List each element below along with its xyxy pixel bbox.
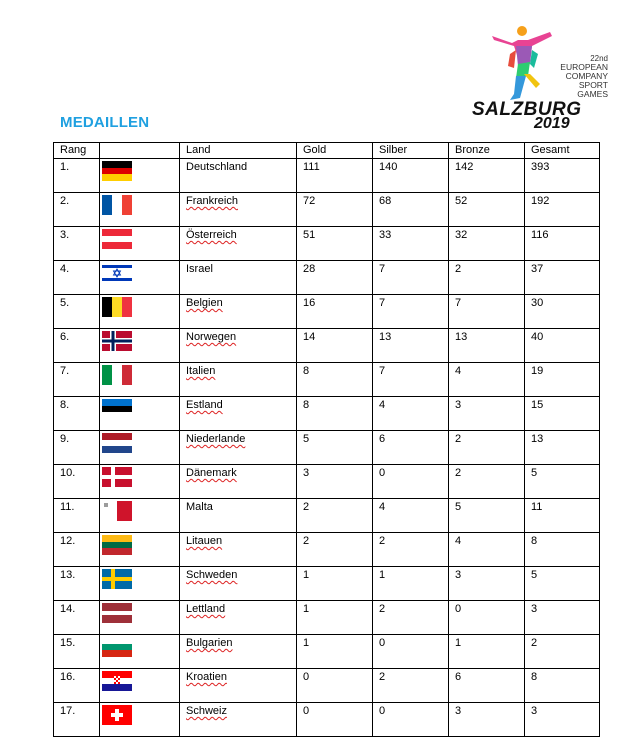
rank-cell: 14. <box>54 601 100 635</box>
total-cell: 40 <box>525 329 600 363</box>
total-cell: 3 <box>525 703 600 737</box>
table-header-row <box>54 143 600 159</box>
logo-line1: EUROPEAN <box>560 62 608 72</box>
rank-cell: 9. <box>54 431 100 465</box>
bronze-cell: 4 <box>449 533 525 567</box>
table-row <box>54 227 600 261</box>
total-cell: 8 <box>525 533 600 567</box>
page-title: MEDAILLEN <box>60 114 150 131</box>
gold-cell: 0 <box>297 669 373 703</box>
rank-cell: 7. <box>54 363 100 397</box>
table-row <box>54 669 600 703</box>
rank-cell: 11. <box>54 499 100 533</box>
country-name: Italien <box>186 365 216 377</box>
country-cell <box>180 533 297 567</box>
rank-cell: 16. <box>54 669 100 703</box>
gold-cell: 5 <box>297 431 373 465</box>
silver-cell: 2 <box>373 669 449 703</box>
flag-malta-icon <box>102 501 132 521</box>
bronze-cell: 7 <box>449 295 525 329</box>
flag-netherlands-icon <box>102 433 132 453</box>
rank-cell: 5. <box>54 295 100 329</box>
silver-cell: 0 <box>373 703 449 737</box>
country-name: Estland <box>186 399 223 411</box>
bronze-cell: 2 <box>449 465 525 499</box>
flag-cell <box>100 635 180 669</box>
flag-cell <box>100 703 180 737</box>
gold-cell: 1 <box>297 635 373 669</box>
gold-cell: 28 <box>297 261 373 295</box>
gold-cell: 2 <box>297 499 373 533</box>
total-cell: 5 <box>525 465 600 499</box>
country-name: Israel <box>186 263 213 275</box>
rank-cell: 1. <box>54 159 100 193</box>
event-name <box>548 54 608 99</box>
flag-switzerland-icon <box>102 705 132 725</box>
country-name: Lettland <box>186 603 226 615</box>
country-name: Österreich <box>186 229 237 241</box>
flag-lithuania-icon <box>102 535 132 555</box>
col-gold: Gold <box>297 143 373 159</box>
bronze-cell: 3 <box>449 567 525 601</box>
bronze-cell: 3 <box>449 703 525 737</box>
flag-cell <box>100 227 180 261</box>
table-row <box>54 465 600 499</box>
silver-cell: 2 <box>373 601 449 635</box>
col-total: Gesamt <box>525 143 600 159</box>
logo-line3: SPORT GAMES <box>577 80 608 99</box>
country-cell <box>180 295 297 329</box>
silver-cell: 0 <box>373 635 449 669</box>
flag-cell <box>100 193 180 227</box>
country-name: Schweiz <box>186 705 227 717</box>
rank-cell: 2. <box>54 193 100 227</box>
gold-cell: 8 <box>297 363 373 397</box>
country-cell <box>180 567 297 601</box>
table-row <box>54 261 600 295</box>
gold-cell: 1 <box>297 567 373 601</box>
flag-cell <box>100 669 180 703</box>
country-cell <box>180 431 297 465</box>
flag-cell <box>100 601 180 635</box>
country-name: Norwegen <box>186 331 237 343</box>
country-name: Kroatien <box>186 671 227 683</box>
table-row <box>54 601 600 635</box>
country-cell <box>180 363 297 397</box>
flag-estonia-icon <box>102 399 132 419</box>
medal-table <box>53 142 600 737</box>
rank-cell: 15. <box>54 635 100 669</box>
silver-cell: 1 <box>373 567 449 601</box>
rank-cell: 12. <box>54 533 100 567</box>
total-cell: 116 <box>525 227 600 261</box>
total-cell: 2 <box>525 635 600 669</box>
bronze-cell: 2 <box>449 431 525 465</box>
bronze-cell: 6 <box>449 669 525 703</box>
flag-cell <box>100 261 180 295</box>
flag-norway-icon <box>102 331 132 351</box>
bronze-cell: 2 <box>449 261 525 295</box>
bronze-cell: 1 <box>449 635 525 669</box>
total-cell: 3 <box>525 601 600 635</box>
silver-cell: 13 <box>373 329 449 363</box>
country-cell <box>180 397 297 431</box>
silver-cell: 7 <box>373 295 449 329</box>
table-row <box>54 193 600 227</box>
country-cell <box>180 193 297 227</box>
flag-cell <box>100 363 180 397</box>
event-logo <box>466 24 606 132</box>
silver-cell: 7 <box>373 363 449 397</box>
bronze-cell: 5 <box>449 499 525 533</box>
gold-cell: 8 <box>297 397 373 431</box>
country-cell <box>180 635 297 669</box>
total-cell: 15 <box>525 397 600 431</box>
total-cell: 30 <box>525 295 600 329</box>
table-row <box>54 329 600 363</box>
bronze-cell: 32 <box>449 227 525 261</box>
flag-israel-icon <box>102 263 132 283</box>
gold-cell: 2 <box>297 533 373 567</box>
flag-cell <box>100 397 180 431</box>
flag-denmark-icon <box>102 467 132 487</box>
table-row <box>54 397 600 431</box>
table-row <box>54 533 600 567</box>
rank-cell: 3. <box>54 227 100 261</box>
rank-cell: 13. <box>54 567 100 601</box>
country-cell <box>180 703 297 737</box>
table-row <box>54 431 600 465</box>
rank-cell: 4. <box>54 261 100 295</box>
logo-edition: 22nd <box>590 54 608 63</box>
gold-cell: 16 <box>297 295 373 329</box>
total-cell: 393 <box>525 159 600 193</box>
bronze-cell: 0 <box>449 601 525 635</box>
logo-city: SALZBURG <box>472 99 582 120</box>
table-row <box>54 499 600 533</box>
rank-cell: 6. <box>54 329 100 363</box>
silver-cell: 0 <box>373 465 449 499</box>
silver-cell: 6 <box>373 431 449 465</box>
country-cell <box>180 499 297 533</box>
silver-cell: 4 <box>373 499 449 533</box>
table-row <box>54 363 600 397</box>
bronze-cell: 4 <box>449 363 525 397</box>
country-name: Litauen <box>186 535 223 547</box>
gold-cell: 1 <box>297 601 373 635</box>
country-cell <box>180 669 297 703</box>
flag-cell <box>100 295 180 329</box>
silver-cell: 4 <box>373 397 449 431</box>
col-silver: Silber <box>373 143 449 159</box>
total-cell: 19 <box>525 363 600 397</box>
total-cell: 192 <box>525 193 600 227</box>
flag-cell <box>100 329 180 363</box>
silver-cell: 7 <box>373 261 449 295</box>
total-cell: 37 <box>525 261 600 295</box>
col-rank: Rang <box>54 143 100 159</box>
rank-cell: 10. <box>54 465 100 499</box>
country-name: Dänemark <box>186 467 237 479</box>
country-name: Niederlande <box>186 433 246 445</box>
table-row <box>54 567 600 601</box>
country-name: Schweden <box>186 569 238 581</box>
gold-cell: 51 <box>297 227 373 261</box>
logo-line2: COMPANY <box>565 71 608 81</box>
table-row <box>54 635 600 669</box>
flag-croatia-icon <box>102 671 132 691</box>
country-name: Belgien <box>186 297 223 309</box>
table-row <box>54 295 600 329</box>
total-cell: 5 <box>525 567 600 601</box>
country-cell <box>180 601 297 635</box>
flag-cell <box>100 499 180 533</box>
flag-cell <box>100 465 180 499</box>
flag-sweden-icon <box>102 569 132 589</box>
col-bronze: Bronze <box>449 143 525 159</box>
flag-cell <box>100 567 180 601</box>
flag-latvia-icon <box>102 603 132 623</box>
country-cell <box>180 329 297 363</box>
table-row <box>54 159 600 193</box>
country-cell <box>180 261 297 295</box>
flag-cell <box>100 533 180 567</box>
rank-cell: 17. <box>54 703 100 737</box>
silver-cell: 68 <box>373 193 449 227</box>
country-name: Deutschland <box>186 161 248 173</box>
total-cell: 11 <box>525 499 600 533</box>
total-cell: 8 <box>525 669 600 703</box>
country-name: Bulgarien <box>186 637 233 649</box>
gold-cell: 111 <box>297 159 373 193</box>
country-name: Frankreich <box>186 195 238 207</box>
table-row <box>54 703 600 737</box>
total-cell: 13 <box>525 431 600 465</box>
bronze-cell: 13 <box>449 329 525 363</box>
country-cell <box>180 227 297 261</box>
bronze-cell: 52 <box>449 193 525 227</box>
gold-cell: 3 <box>297 465 373 499</box>
col-flag <box>100 143 180 159</box>
country-cell <box>180 465 297 499</box>
col-country: Land <box>180 143 297 159</box>
flag-italy-icon <box>102 365 132 385</box>
flag-cell <box>100 159 180 193</box>
flag-belgium-icon <box>102 297 132 317</box>
flag-cell <box>100 431 180 465</box>
bronze-cell: 3 <box>449 397 525 431</box>
logo-year: 2019 <box>534 115 570 132</box>
flag-austria-icon <box>102 229 132 249</box>
gold-cell: 14 <box>297 329 373 363</box>
bronze-cell: 142 <box>449 159 525 193</box>
silver-cell: 2 <box>373 533 449 567</box>
country-cell <box>180 159 297 193</box>
rank-cell: 8. <box>54 397 100 431</box>
silver-cell: 140 <box>373 159 449 193</box>
gold-cell: 72 <box>297 193 373 227</box>
silver-cell: 33 <box>373 227 449 261</box>
gold-cell: 0 <box>297 703 373 737</box>
flag-germany-icon <box>102 161 132 181</box>
flag-france-icon <box>102 195 132 215</box>
flag-bulgaria-icon <box>102 637 132 657</box>
country-name: Malta <box>186 501 213 513</box>
